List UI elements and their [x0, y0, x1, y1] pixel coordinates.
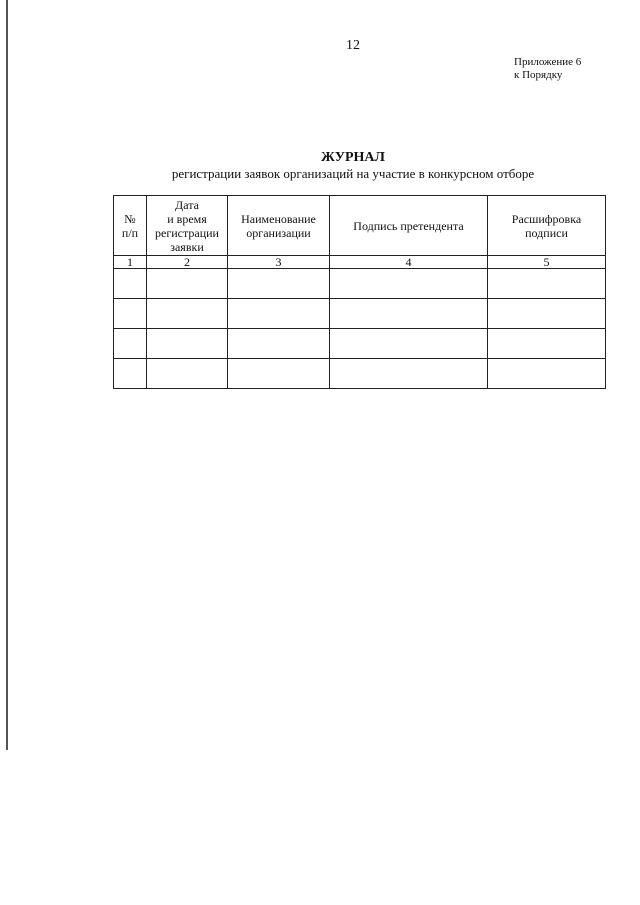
table-cell	[147, 359, 228, 389]
appendix-line-1: Приложение 6	[514, 56, 582, 68]
table-cell	[147, 299, 228, 329]
document-title: ЖУРНАЛ	[321, 150, 385, 165]
table-row	[114, 299, 606, 329]
column-number-cell: 2	[147, 256, 228, 269]
header-transcript-line-2: подписи	[525, 225, 568, 240]
table-cell	[147, 329, 228, 359]
header-org-line-1: Наименование	[241, 211, 316, 226]
table-cell	[147, 269, 228, 299]
header-registration-date	[147, 196, 228, 256]
header-number-line-1: №	[124, 211, 136, 226]
table-cell	[114, 269, 147, 299]
table-cell	[114, 299, 147, 329]
registration-journal-table	[113, 195, 606, 389]
header-signature-line-1: Подпись претендента	[353, 218, 464, 233]
table-cell	[228, 299, 330, 329]
table-row	[114, 269, 606, 299]
table-cell	[488, 269, 606, 299]
table-cell	[114, 329, 147, 359]
table-cell	[488, 299, 606, 329]
table-cell	[330, 359, 488, 389]
table-row	[114, 329, 606, 359]
table-cell	[488, 329, 606, 359]
header-date-line-3: регистрации	[155, 225, 219, 240]
table-cell	[330, 299, 488, 329]
table-cell	[330, 269, 488, 299]
column-number-cell: 3	[228, 256, 330, 269]
column-number-cell: 4	[330, 256, 488, 269]
table-cell	[488, 359, 606, 389]
column-number-cell: 1	[114, 256, 147, 269]
document-subtitle: регистрации заявок организаций на участие в конкурсном отборе	[171, 166, 535, 181]
header-date-line-2: и время	[167, 211, 207, 226]
table-row	[114, 359, 606, 389]
scan-edge-line	[6, 0, 8, 750]
table-cell	[114, 359, 147, 389]
header-signature-transcript	[488, 196, 606, 256]
header-transcript-line-1: Расшифровка	[511, 211, 582, 226]
page-number: 12	[346, 38, 360, 53]
table-cell	[228, 269, 330, 299]
header-applicant-signature	[330, 196, 488, 256]
table-cell	[228, 329, 330, 359]
header-number	[114, 196, 147, 256]
header-date-line-1: Дата	[175, 197, 199, 212]
header-date-line-4: заявки	[170, 239, 204, 254]
column-number-cell: 5	[488, 256, 606, 269]
header-number-line-2: п/п	[121, 225, 139, 240]
header-organization-name	[228, 196, 330, 256]
column-number-row	[114, 256, 606, 269]
table-header-row	[114, 196, 606, 256]
appendix-reference	[514, 56, 581, 82]
table-cell	[330, 329, 488, 359]
table-cell	[228, 359, 330, 389]
header-org-line-2: организации	[246, 225, 311, 240]
appendix-line-2: к Порядку	[514, 69, 563, 81]
